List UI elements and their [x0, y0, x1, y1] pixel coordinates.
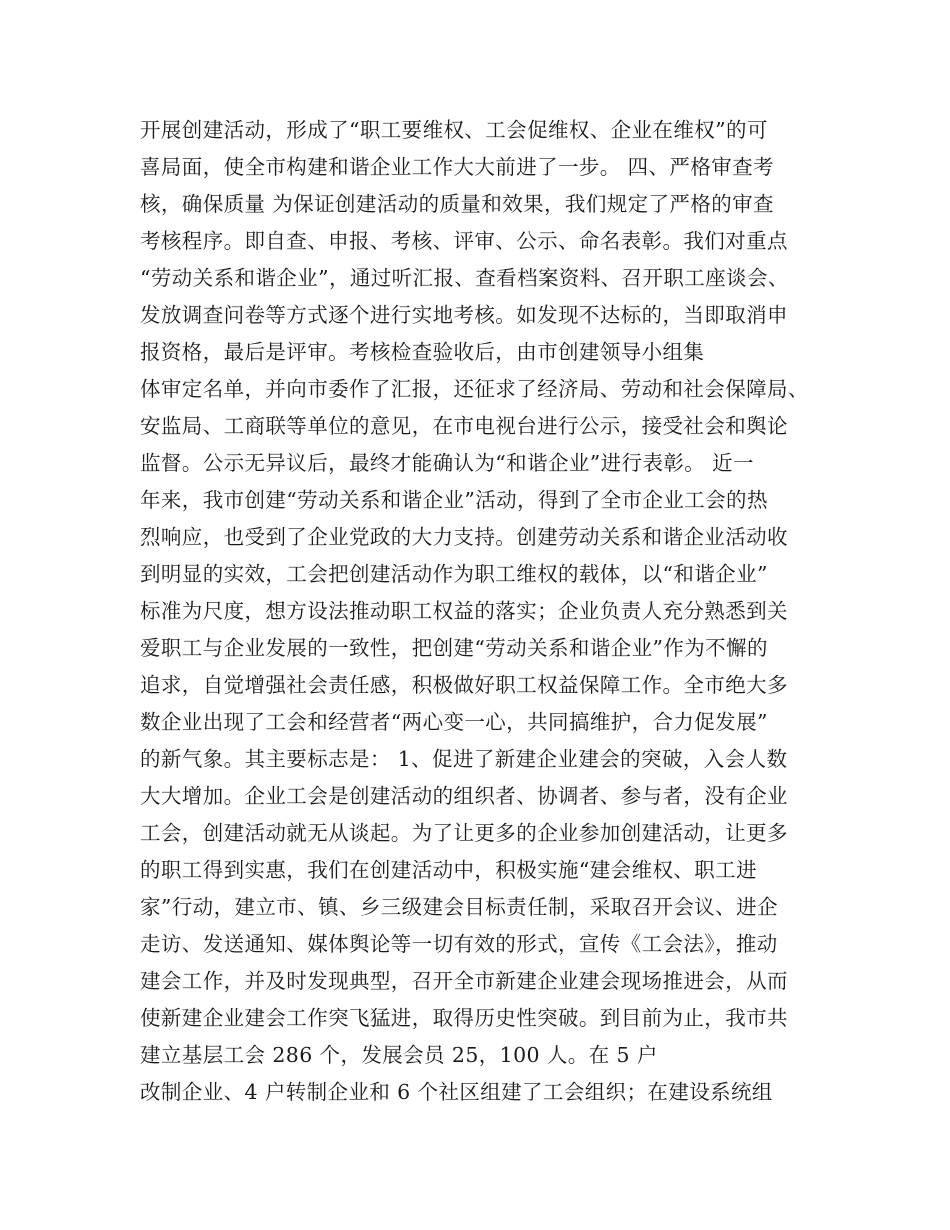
- text-line: 考核程序。即自查、申报、考核、评审、公示、命名表彰。我们对重点: [140, 229, 788, 253]
- text-line: 到明显的实效，工会把创建活动作为职工维权的载体，以“和谐企业”: [140, 562, 768, 586]
- text-line: 的职工得到实惠，我们在创建活动中，积极实施“建会维权、职工进: [140, 858, 757, 882]
- text-line: 爱职工与企业发展的一致性，把创建“劳动关系和谐企业”作为不懈的: [140, 636, 768, 660]
- text-line: 的新气象。其主要标志是： 1、促进了新建企业建会的突破，入会人数: [140, 747, 788, 771]
- text-line: 核，确保质量 为保证创建活动的质量和效果，我们规定了严格的审查: [140, 192, 774, 216]
- text-line: 追求，自觉增强社会责任感，积极做好职工权益保障工作。全市绝大多: [140, 673, 788, 697]
- text-line: 监督。公示无异议后，最终才能确认为“和谐企业”进行表彰。 近一: [140, 451, 754, 475]
- text-line: 建立基层工会 286 个，发展会员 25，100 人。在 5 户: [140, 1043, 658, 1067]
- text-line: 使新建企业建会工作突飞猛进，取得历史性突破。到目前为止，我市共: [140, 1006, 788, 1030]
- body-text: [140, 112, 830, 1111]
- text-line: 喜局面，使全市构建和谐企业工作大大前进了一步。 四、严格审查考: [140, 155, 774, 179]
- text-line: 建会工作，并及时发现典型，召开全市新建企业建会现场推进会，从而: [140, 969, 788, 993]
- text-line: 走访、发送通知、媒体舆论等一切有效的形式，宣传《工会法》，推动: [140, 932, 778, 956]
- text-line: “劳动关系和谐企业”，通过听汇报、查看档案资料、召开职工座谈会、: [140, 266, 789, 290]
- text-line: 开展创建活动，形成了“职工要维权、工会促维权、企业在维权”的可: [140, 118, 768, 142]
- text-line: 安监局、工商联等单位的意见，在市电视台进行公示，接受社会和舆论: [140, 414, 788, 438]
- text-line: 改制企业、4 户转制企业和 6 个社区组建了工会组织；在建设系统组: [140, 1080, 773, 1104]
- text-line: 工会，创建活动就无从谈起。为了让更多的企业参加创建活动，让更多: [140, 821, 788, 845]
- text-line: 年来，我市创建“劳动关系和谐企业”活动，得到了全市企业工会的热: [140, 488, 768, 512]
- text-line: 报资格，最后是评审。考核检查验收后，由市创建领导小组集: [140, 340, 705, 364]
- text-line: 家”行动，建立市、镇、乡三级建会目标责任制，采取召开会议、进企: [140, 895, 778, 919]
- text-line: 标准为尺度，想方设法推动职工权益的落实；企业负责人充分熟悉到关: [140, 599, 788, 623]
- text-line: 数企业出现了工会和经营者“两心变一心，共同搞维护，合力促发展”: [140, 710, 768, 734]
- text-line: 发放调查问卷等方式逐个进行实地考核。如发现不达标的，当即取消申: [140, 303, 788, 327]
- text-line: 大大增加。企业工会是创建活动的组织者、协调者、参与者，没有企业: [140, 784, 788, 808]
- text-line: 体审定名单，并向市委作了汇报，还征求了经济局、劳动和社会保障局、: [140, 377, 809, 401]
- text-line: 烈响应，也受到了企业党政的大力支持。创建劳动关系和谐企业活动收: [140, 525, 788, 549]
